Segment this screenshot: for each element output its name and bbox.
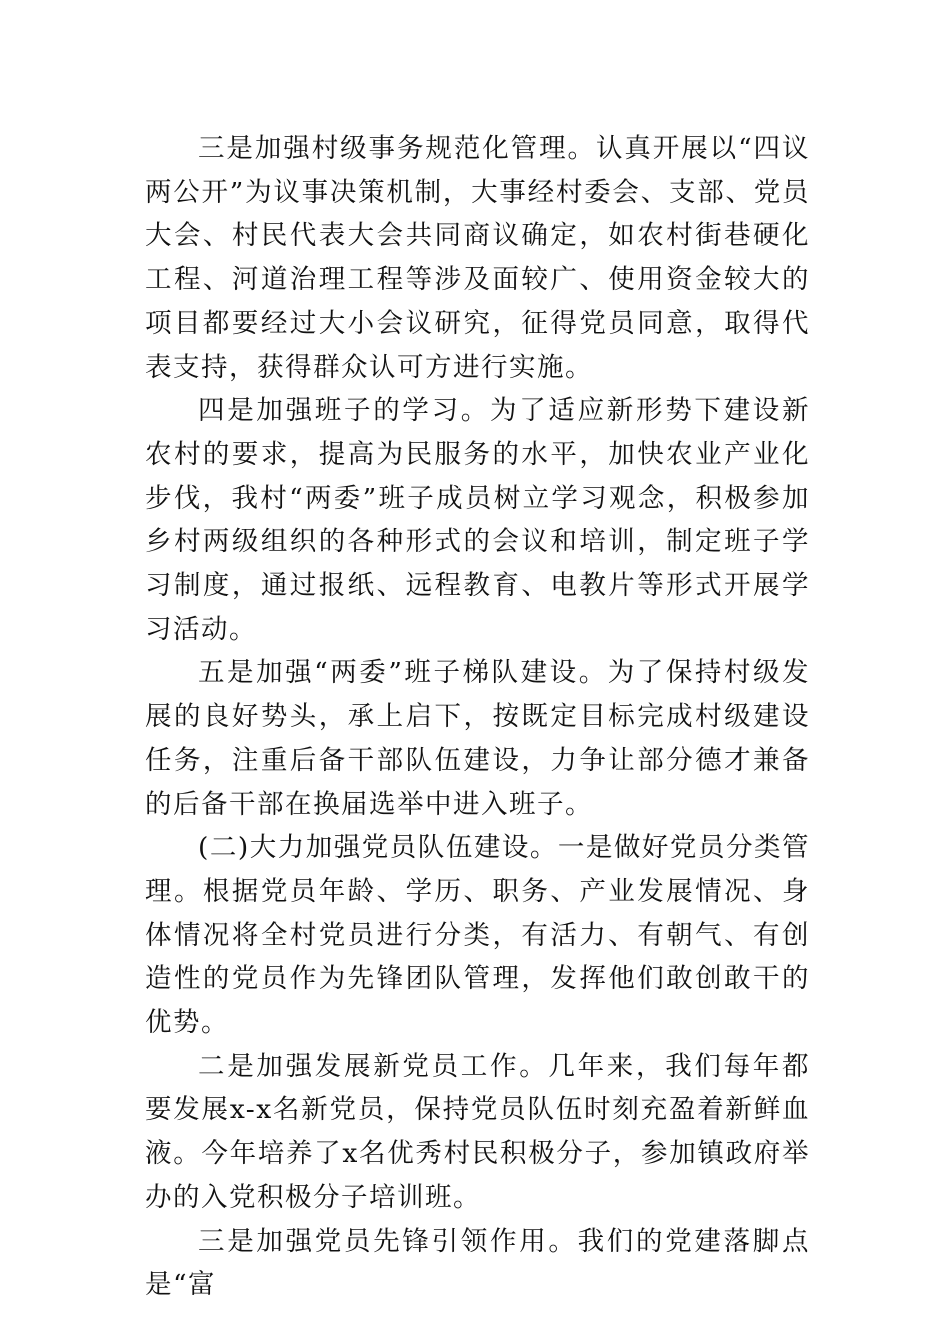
body-text: [145, 127, 810, 1307]
paragraph-succession-building: 五是加强“两委”班子梯队建设。为了保持村级发展的良好势头，承上启下，按既定目标完成村级建设任务，注重后备干部队伍建设，力争让部分德才兼备的后备干部在换届选举中进入班子。: [145, 657, 810, 820]
paragraph-team-study: 四是加强班子的学习。为了适应新形势下建设新农村的要求，提高为民服务的水平，加快农业产业化步伐，我村“两委”班子成员树立学习观念，积极参加乡村两级组织的各种形式的会议和培训，制定班子学习制度，通过报纸、远程教育、电教片等形式开展学习活动。: [145, 395, 810, 645]
paragraph-pioneer-role: 三是加强党员先锋引领作用。我们的党建落脚点是“富: [145, 1225, 810, 1301]
paragraph-village-affairs: 三是加强村级事务规范化管理。认真开展以“四议两公开”为议事决策机制，大事经村委会、支部、党员大会、村民代表大会共同商议确定，如农村街巷硬化工程、河道治理工程等涉及面较广、使用资金较大的项目都要经过大小会议研究，征得党员同意，取得代表支持，获得群众认可方进行实施。: [145, 133, 810, 383]
paragraph-new-members: 二是加强发展新党员工作。几年来，我们每年都要发展x-x名新党员，保持党员队伍时刻充盈着新鲜血液。今年培养了x名优秀村民积极分子，参加镇政府举办的入党积极分子培训班。: [145, 1050, 810, 1213]
paragraph-party-member-management: (二)大力加强党员队伍建设。一是做好党员分类管理。根据党员年龄、学历、职务、产业发展情况、身体情况将全村党员进行分类，有活力、有朝气、有创造性的党员作为先锋团队管理，发挥他们敢创敢干的优势。: [145, 832, 810, 1039]
